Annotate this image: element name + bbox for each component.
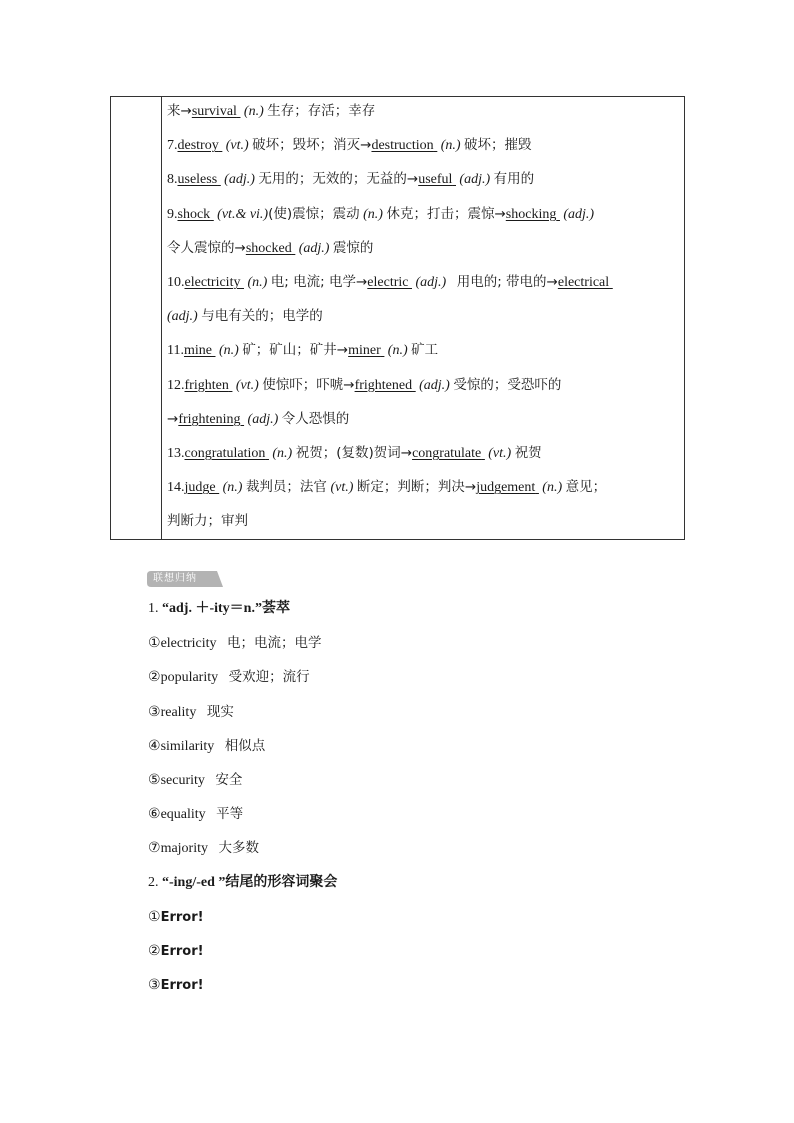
part-of-speech: (adj.)	[419, 377, 450, 393]
list-meaning: 电；电流；电学	[227, 635, 322, 652]
item-number: 8.	[167, 172, 178, 188]
meaning-text: 用电的; 带电的→	[456, 273, 558, 290]
list-item	[148, 801, 708, 835]
summary-notes	[148, 596, 708, 1006]
table-column-divider	[161, 97, 162, 539]
list-item	[148, 904, 708, 938]
list-marker: ⑥	[148, 806, 161, 823]
list-item	[148, 835, 708, 869]
answer-word: congratulate	[412, 445, 482, 461]
meaning-text: (使)震惊；震动	[268, 205, 360, 222]
list-meaning: 现实	[206, 703, 234, 720]
list-item	[148, 733, 708, 767]
section-tag	[147, 571, 223, 587]
meaning-text: 休克；打击；震惊→	[386, 205, 506, 222]
list-word: reality	[160, 704, 197, 720]
list-word: equality	[160, 807, 206, 823]
list-marker: ②	[148, 942, 161, 959]
item-number: 14.	[167, 480, 185, 496]
meaning-text: 破坏；毁坏；消灭→	[252, 137, 372, 154]
meaning-text: 有用的	[493, 171, 535, 188]
part-of-speech: (vt.)	[330, 480, 354, 496]
part-of-speech: (adj.)	[167, 309, 198, 325]
list-marker: ①	[148, 635, 161, 652]
list-marker: ⑦	[148, 840, 161, 857]
item-number: 11.	[167, 343, 184, 359]
meaning-text: 矿；矿山；矿井→	[242, 342, 349, 359]
meaning-text: 裁判员；法官	[245, 479, 327, 496]
meaning-text: 令人恐惧的	[281, 410, 350, 427]
vocab-row	[167, 405, 678, 439]
part-of-speech: (adj.)	[415, 274, 447, 290]
answer-word: useful	[418, 172, 453, 188]
vocab-row	[167, 302, 678, 336]
answer-word: congratulation	[184, 445, 266, 461]
list-word: popularity	[160, 670, 219, 686]
answer-word: frighten	[184, 377, 229, 393]
vocab-row	[167, 336, 678, 370]
part-of-speech: (adj.)	[298, 240, 330, 256]
item-number: 13.	[167, 445, 185, 461]
meaning-text: 祝贺	[514, 444, 542, 461]
list-marker: ③	[148, 703, 161, 720]
answer-word: survival	[191, 104, 237, 119]
part-of-speech: (n.)	[387, 343, 408, 359]
answer-word: judge	[184, 480, 216, 496]
section-tag-label: 联想归纳	[153, 573, 197, 584]
list-marker: ②	[148, 669, 161, 686]
vocab-row	[167, 97, 678, 131]
heading-text: “-ing/-ed ”结尾的形容词聚会	[162, 874, 338, 890]
answer-word: electrical	[557, 274, 610, 290]
part-of-speech: (n.)	[243, 104, 264, 119]
meaning-text: 使惊吓；吓唬→	[262, 376, 355, 393]
part-of-speech: (n.)	[247, 274, 268, 290]
part-of-speech: (vt.& vi.)	[217, 206, 269, 222]
part-of-speech: (n.)	[222, 480, 243, 496]
answer-word: miner	[348, 343, 381, 359]
part-of-speech: (n.)	[218, 343, 239, 359]
meaning-text: 破坏；摧毁	[464, 137, 532, 154]
meaning-text: 断定；判断；判决→	[356, 479, 477, 496]
part-of-speech: (adj.)	[247, 411, 279, 427]
list-meaning: 大多数	[218, 840, 259, 857]
vocabulary-table	[110, 96, 685, 540]
item-number: 9.	[167, 206, 178, 222]
answer-word: electric	[367, 274, 409, 290]
list-meaning: 安全	[215, 771, 243, 788]
vocab-row	[167, 507, 678, 541]
list-item	[148, 630, 708, 664]
heading-ing-ed	[148, 870, 708, 904]
answer-word: frightened	[354, 377, 413, 393]
list-marker: ⑤	[148, 771, 161, 788]
part-of-speech: (adj.)	[224, 172, 255, 188]
part-of-speech: (n.)	[363, 206, 383, 222]
item-number: 10.	[167, 274, 185, 290]
error-text: Error!	[160, 978, 204, 994]
meaning-text: 震惊的	[332, 239, 374, 256]
heading-ity	[148, 596, 708, 630]
vocab-row	[167, 371, 678, 405]
vocab-row	[167, 473, 678, 507]
part-of-speech: (adj.)	[563, 206, 595, 222]
vocab-row	[167, 165, 678, 199]
answer-word: destruction	[371, 138, 434, 154]
part-of-speech: (adj.)	[459, 172, 491, 188]
answer-word: shocking	[505, 206, 557, 222]
heading-number: 2.	[148, 874, 159, 890]
row-lead-text: →	[167, 410, 179, 427]
list-marker: ①	[148, 908, 161, 925]
answer-word: judgement	[476, 480, 536, 496]
list-meaning: 平等	[216, 806, 244, 823]
item-number: 12.	[167, 377, 185, 393]
answer-word: shock	[177, 206, 211, 222]
answer-word: frightening	[178, 411, 241, 427]
item-number: 7.	[167, 138, 178, 154]
meaning-text: 与电有关的；电学的	[201, 308, 323, 325]
list-meaning: 相似点	[224, 737, 266, 754]
part-of-speech: (n.)	[440, 138, 461, 154]
vocab-row	[167, 234, 678, 268]
vocab-row	[167, 268, 678, 302]
list-item	[148, 664, 708, 698]
meaning-text: 受惊的；受恐吓的	[453, 376, 562, 393]
heading-text: “adj. ＋-ity＝n.”荟萃	[162, 601, 290, 616]
meaning-text: 矿工	[411, 342, 439, 359]
error-text: Error!	[160, 909, 204, 925]
meaning-text: 意见；	[565, 479, 607, 496]
heading-number: 1.	[148, 601, 159, 616]
meaning-text: 判断力；审判	[167, 513, 248, 530]
part-of-speech: (n.)	[272, 445, 293, 461]
list-item	[148, 972, 708, 1006]
answer-word: shocked	[245, 240, 292, 256]
error-text: Error!	[160, 943, 204, 959]
part-of-speech: (vt.)	[488, 445, 512, 461]
answer-word: destroy	[177, 138, 219, 154]
list-marker: ③	[148, 977, 161, 994]
meaning-text: 无用的；无效的；无益的→	[258, 171, 419, 188]
part-of-speech: (vt.)	[235, 377, 259, 393]
meaning-text: 生存；存活；幸存	[267, 103, 376, 119]
list-marker: ④	[148, 737, 161, 754]
meaning-text: 祝贺；(复数)贺词→	[295, 444, 413, 461]
meaning-text: 电; 电流; 电学→	[270, 273, 368, 290]
part-of-speech: (n.)	[542, 480, 563, 496]
answer-word: useless	[177, 172, 218, 188]
vocab-row	[167, 439, 678, 473]
list-word: similarity	[160, 738, 215, 754]
answer-word: mine	[183, 343, 212, 359]
list-item	[148, 767, 708, 801]
row-lead-text: 令人震惊的→	[167, 239, 246, 256]
list-word: majority	[160, 841, 208, 857]
list-item	[148, 938, 708, 972]
list-item	[148, 699, 708, 733]
row-lead-text: 来→	[167, 103, 192, 119]
answer-word: electricity	[184, 274, 241, 290]
vocab-row	[167, 131, 678, 165]
vocab-row	[167, 200, 678, 234]
list-meaning: 受欢迎；流行	[228, 669, 310, 686]
list-word: security	[160, 772, 205, 788]
list-word: electricity	[160, 636, 217, 652]
vocabulary-rows	[167, 97, 678, 541]
part-of-speech: (vt.)	[225, 138, 249, 154]
